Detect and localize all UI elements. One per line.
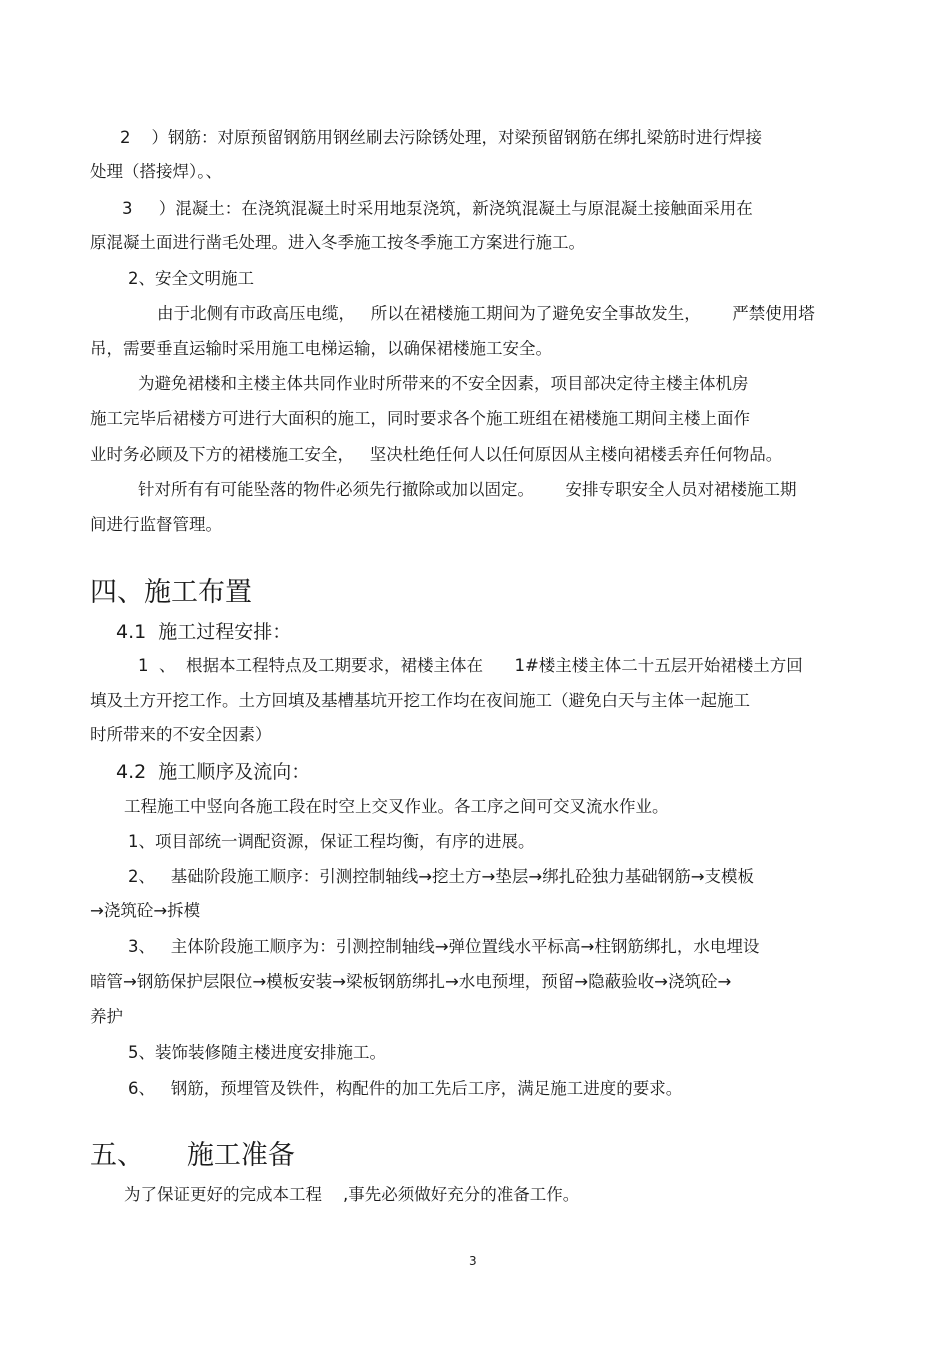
page-number: 3: [469, 1254, 477, 1268]
paragraph-line: 原混凝土面进行凿毛处理。进入冬季施工按冬季施工方案进行施工。: [90, 233, 585, 252]
paragraph-line: 2 ）钢筋：对原预留钢筋用钢丝刷去污除锈处理，对梁预留钢筋在绑扎梁筋时进行焊接: [120, 128, 762, 147]
list-item: 1、项目部统一调配资源，保证工程均衡，有序的进展。: [128, 832, 535, 851]
paragraph-line: 处理（搭接焊）。、: [90, 162, 222, 181]
section-title-5: 五、 施工准备: [90, 1140, 295, 1171]
list-item: 3、 主体阶段施工顺序为：引测控制轴线→弹位置线水平标高→柱钢筋绑扎，水电埋设: [128, 937, 760, 956]
paragraph-line: 针对所有有可能坠落的物件必须先行撤除或加以固定。 安排专职安全人员对裙楼施工期: [138, 480, 797, 499]
paragraph-line: 为了保证更好的完成本工程 ,事先必须做好充分的准备工作。: [124, 1185, 580, 1204]
paragraph-line: 时所带来的不安全因素）: [90, 725, 272, 744]
subheading-safety: 2、安全文明施工: [128, 269, 254, 288]
list-item-continuation: 养护: [90, 1007, 123, 1026]
paragraph-line: 为避免裙楼和主楼主体共同作业时所带来的不安全因素，项目部决定待主楼主体机房: [138, 374, 749, 393]
paragraph-line: 填及土方开挖工作。土方回填及基槽基坑开挖工作均在夜间施工（避免白天与主体一起施工: [90, 691, 750, 710]
list-item-continuation: 暗管→钢筋保护层限位→模板安装→梁板钢筋绑扎→水电预埋，预留→隐蔽验收→浇筑砼→: [90, 972, 732, 991]
paragraph-line: 1 、 根据本工程特点及工期要求，裙楼主体在 1#楼主楼主体二十五层开始裙楼土方回: [138, 656, 803, 675]
paragraph-line: 由于北侧有市政高压电缆， 所以在裙楼施工期间为了避免安全事故发生， 严禁使用塔: [157, 304, 815, 323]
subsection-title-4-2: 4.2 施工顺序及流向：: [116, 761, 311, 783]
section-title-4: 四、施工布置: [90, 577, 252, 608]
paragraph-line: 吊，需要垂直运输时采用施工电梯运输，以确保裙楼施工安全。: [90, 339, 552, 358]
paragraph-line: 3 ）混凝土：在浇筑混凝土时采用地泵浇筑，新浇筑混凝土与原混凝土接触面采用在: [122, 199, 753, 218]
list-item: 6、 钢筋，预埋管及铁件，构配件的加工先后工序，满足施工进度的要求。: [128, 1079, 683, 1098]
list-item: 2、 基础阶段施工顺序：引测控制轴线→挖土方→垫层→绑扎砼独力基础钢筋→支模板: [128, 867, 755, 886]
paragraph-line: 业时务必顾及下方的裙楼施工安全， 坚决杜绝任何人以任何原因从主楼向裙楼丢弃任何物品。: [90, 445, 783, 464]
paragraph-line: 施工完毕后裙楼方可进行大面积的施工，同时要求各个施工班组在裙楼施工期间主楼上面作: [90, 409, 750, 428]
paragraph-line: 工程施工中竖向各施工段在时空上交叉作业。各工序之间可交叉流水作业。: [124, 797, 669, 816]
paragraph-line: 间进行监督管理。: [90, 515, 222, 534]
list-item: 5、装饰装修随主楼进度安排施工。: [128, 1043, 386, 1062]
subsection-title-4-1: 4.1 施工过程安排：: [116, 621, 292, 643]
list-item-continuation: →浇筑砼→拆模: [90, 901, 201, 920]
